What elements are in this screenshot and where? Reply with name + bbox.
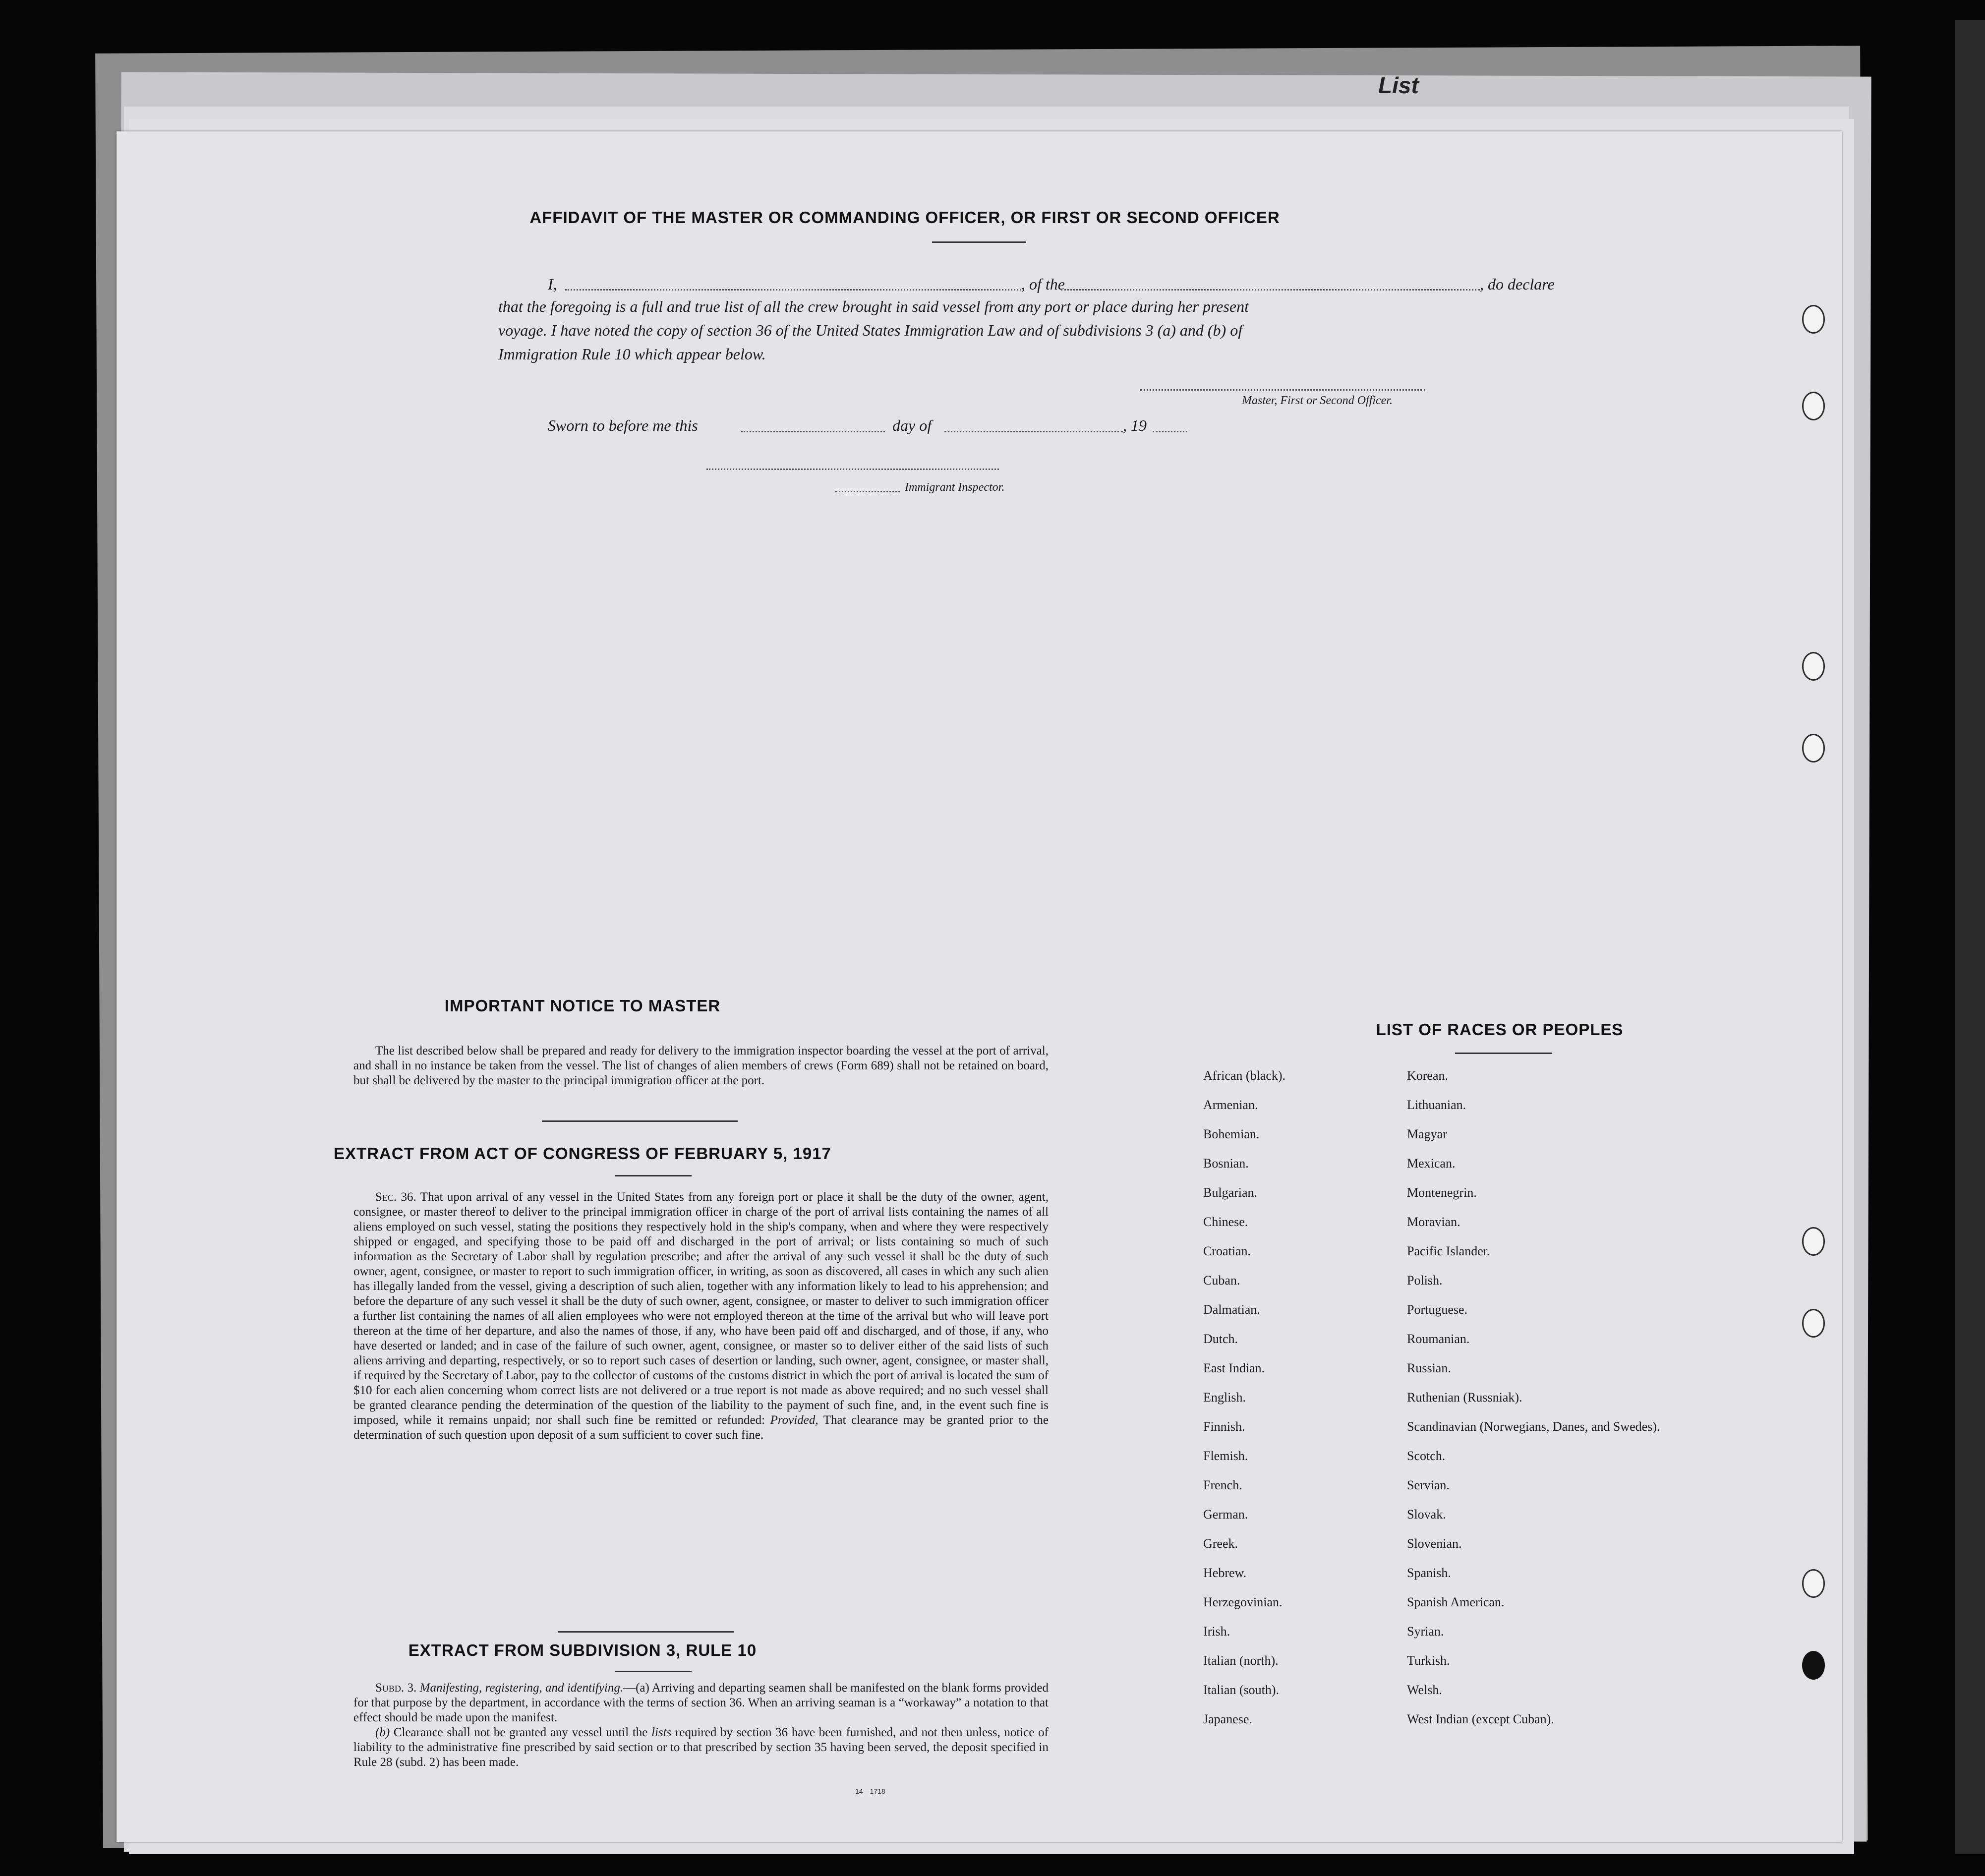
race-item: Hebrew.	[1203, 1566, 1247, 1580]
notice-title: IMPORTANT NOTICE TO MASTER	[444, 997, 721, 1015]
races-left-column	[1203, 1068, 1285, 1741]
sworn-year-blank[interactable]	[1153, 431, 1187, 432]
race-item: Slovenian.	[1407, 1536, 1462, 1551]
binder-hole	[1802, 305, 1825, 334]
race-item: Dutch.	[1203, 1332, 1238, 1346]
subdivision-label: Subd. 3.	[375, 1681, 417, 1695]
race-item: African (black).	[1203, 1068, 1286, 1083]
affidavit-i: I,	[548, 275, 557, 293]
race-item: Spanish.	[1407, 1566, 1451, 1580]
race-item: Pacific Islander.	[1407, 1244, 1490, 1258]
race-item: Armenian.	[1203, 1098, 1258, 1112]
divider	[542, 1120, 738, 1122]
race-item: Croatian.	[1203, 1244, 1251, 1258]
race-item: Italian (north).	[1203, 1653, 1279, 1668]
divider	[615, 1175, 692, 1176]
provided-word: Provided,	[770, 1413, 818, 1427]
race-item: Finnish.	[1203, 1419, 1245, 1434]
document-page	[117, 131, 1842, 1842]
paragraph-b-label: (b)	[375, 1726, 390, 1739]
race-item: French.	[1203, 1478, 1242, 1492]
rule-extract-title: EXTRACT FROM SUBDIVISION 3, RULE 10	[408, 1641, 757, 1659]
race-item: Irish.	[1203, 1624, 1230, 1639]
binder-strip	[1955, 20, 1985, 1854]
race-item: Bosnian.	[1203, 1156, 1249, 1171]
provided-text: That clearance may be granted prior to the determination of such question upon deposit of a sum sufficient to cover such fine.	[353, 1413, 1049, 1442]
sworn-year-prefix: , 19	[1123, 416, 1147, 434]
race-item: Moravian.	[1407, 1215, 1460, 1229]
race-item: Dalmatian.	[1203, 1302, 1260, 1317]
races-title: LIST OF RACES OR PEOPLES	[1376, 1020, 1624, 1039]
rule-extract-text	[353, 1681, 1049, 1770]
race-item: Italian (south).	[1203, 1683, 1280, 1697]
section-label: Sec. 36.	[375, 1190, 416, 1204]
race-item: Welsh.	[1407, 1683, 1442, 1697]
sworn-day-blank[interactable]	[741, 431, 885, 432]
race-item: Cuban.	[1203, 1273, 1240, 1288]
race-item: Ruthenian (Russniak).	[1407, 1390, 1522, 1405]
race-item: Flemish.	[1203, 1449, 1248, 1463]
race-item: German.	[1203, 1507, 1248, 1522]
affidavit-line-3: voyage. I have noted the copy of section 36 of the United States Immigration Law and of subdivisions 3 (a) and (b) of	[498, 321, 1243, 339]
race-item: Scandinavian (Norwegians, Danes, and Swedes).	[1407, 1419, 1660, 1434]
sworn-prefix: Sworn to before me this	[548, 416, 698, 434]
binder-hole	[1802, 392, 1825, 420]
race-item: East Indian.	[1203, 1361, 1265, 1375]
race-item: Japanese.	[1203, 1712, 1252, 1726]
race-item: Bulgarian.	[1203, 1185, 1258, 1200]
race-item: Roumanian.	[1407, 1332, 1470, 1346]
race-item: English.	[1203, 1390, 1246, 1405]
list-tab-label: List	[1378, 72, 1419, 98]
notice-paragraph: The list described below shall be prepared and ready for delivery to the immigration inspector boarding the vessel at the port of arrival, and shall in no instance be taken from the vessel. The list of changes of alien members of crews (Form 689) shall not be retained on board, but shall be delivered by the master to the principal immigration officer at the port.	[353, 1044, 1049, 1087]
form-number: 14—1718	[855, 1787, 885, 1795]
name-blank[interactable]	[565, 289, 1021, 291]
binder-hole	[1802, 652, 1825, 681]
binder-hole	[1802, 734, 1825, 762]
affidavit-of-the: , of the	[1021, 275, 1065, 293]
races-right-column	[1407, 1068, 1660, 1741]
binder-hole	[1802, 1651, 1825, 1680]
race-item: Korean.	[1407, 1068, 1449, 1083]
notice-text	[353, 1044, 1049, 1088]
sworn-day-of: day of	[892, 416, 932, 434]
race-item: Chinese.	[1203, 1215, 1248, 1229]
race-item: Bohemian.	[1203, 1127, 1260, 1141]
inspector-prefix-blank[interactable]	[835, 491, 900, 492]
race-item: Lithuanian.	[1407, 1098, 1466, 1112]
race-item: Slovak.	[1407, 1507, 1446, 1522]
affidavit-line-4: Immigration Rule 10 which appear below.	[498, 345, 766, 363]
race-item: Mexican.	[1407, 1156, 1456, 1171]
binder-hole	[1802, 1309, 1825, 1338]
race-item: Turkish.	[1407, 1653, 1450, 1668]
race-item: Russian.	[1407, 1361, 1451, 1375]
vessel-blank[interactable]	[1061, 289, 1480, 291]
sworn-month-blank[interactable]	[944, 431, 1123, 432]
divider	[932, 241, 1026, 243]
act-extract-text	[353, 1190, 1049, 1443]
race-item: Spanish American.	[1407, 1595, 1505, 1609]
section-36-text: That upon arrival of any vessel in the United States from any foreign port or place it shall be the duty of the owner, agent, consignee, or master thereof to deliver to the principal immigration officer in charge of the port of arrival lists containing the names of all aliens employed on such vessel, stating the positions they respectively hold in the ship's company, when and where they were respectively shipped or engaged, and specifying those to be paid off and discharged in the port of arrival; or lists containing so much of such information as the Secretary of Labor shall by regulation prescribe; and after the arrival of any such vessel it shall be the duty of such owner, agent, consignee, or master to report to such immigration officer, in writing, as soon as discovered, all cases in which any such alien has illegally landed from the vessel, giving a description of such alien, together with any information likely to lead to his apprehension; and before the departure of any such vessel it shall be the duty of such owner, agent, consignee, or master to deliver to such immigration officer a further list containing the names of all alien employees who were not employed thereon at the time of the arrival but who will leave port thereon at the time of her departure, and also the names of those, if any, who have been paid off and discharged, and of those, if any, who have deserted or landed; and in case of the failure of such owner, agent, consignee, or master so to deliver either of the said lists of such aliens arriving and departing, respectively, or so to report such cases of desertion or landing, such owner, agent, consignee, or master shall, if required by the Secretary of Labor, pay to the collector of customs of the customs district in which the port of arrival is located the sum of $10 for each alien concerning whom correct lists are not delivered or a true report is not made as above required; and no such vessel shall be granted clearance pending the determination of the question of the liability to the payment of such fine, and, in the event such fine is imposed, while it remains unpaid; nor shall such fine be remitted or refunded:	[353, 1190, 1049, 1427]
subdivision-heading: Manifesting, registering, and identifying.	[419, 1681, 624, 1695]
paragraph-b-text-1: Clearance shall not be granted any vessel until the	[393, 1726, 648, 1739]
master-caption: Master, First or Second Officer.	[1242, 394, 1393, 407]
inspector-signature-blank[interactable]	[706, 469, 999, 470]
race-item: Magyar	[1407, 1127, 1447, 1141]
affidavit-declare: , do declare	[1480, 275, 1555, 293]
race-item: West Indian (except Cuban).	[1407, 1712, 1554, 1726]
race-item: Servian.	[1407, 1478, 1450, 1492]
affidavit-title: AFFIDAVIT OF THE MASTER OR COMMANDING OFFICER, OR FIRST OR SECOND OFFICER	[529, 208, 1280, 227]
divider	[615, 1671, 692, 1672]
race-item: Scotch.	[1407, 1449, 1446, 1463]
race-item: Herzegovinian.	[1203, 1595, 1283, 1609]
race-item: Montenegrin.	[1407, 1185, 1477, 1200]
race-item: Polish.	[1407, 1273, 1443, 1288]
affidavit-line-2: that the foregoing is a full and true list of all the crew brought in said vessel from any port or place during her present	[498, 297, 1249, 315]
inspector-caption: Immigrant Inspector.	[905, 481, 1005, 494]
race-item: Portuguese.	[1407, 1302, 1468, 1317]
divider	[558, 1631, 734, 1633]
paragraph-a: —(a) Arriving and departing seamen shall be manifested on the blank forms provided for that purpose by the department, in accordance with the terms of section 36. When an arriving seaman is a “workaway” a notation to that effect should be made upon the manifest.	[353, 1681, 1049, 1724]
binder-hole	[1802, 1569, 1825, 1598]
divider	[1455, 1053, 1552, 1054]
paragraph-b-lists: lists	[651, 1726, 672, 1739]
binder-hole	[1802, 1227, 1825, 1256]
paragraph-b-text-2: required by section 36 have been furnished, and not then unless, notice of liability to the administrative fine prescribed by said section or to that prescribed by section 35 having been served, the deposit specified in Rule 28 (subd. 2) has been made.	[353, 1726, 1049, 1769]
act-extract-title: EXTRACT FROM ACT OF CONGRESS OF FEBRUARY 5, 1917	[334, 1144, 831, 1163]
master-signature-blank[interactable]	[1140, 389, 1425, 391]
race-item: Syrian.	[1407, 1624, 1444, 1639]
race-item: Greek.	[1203, 1536, 1238, 1551]
